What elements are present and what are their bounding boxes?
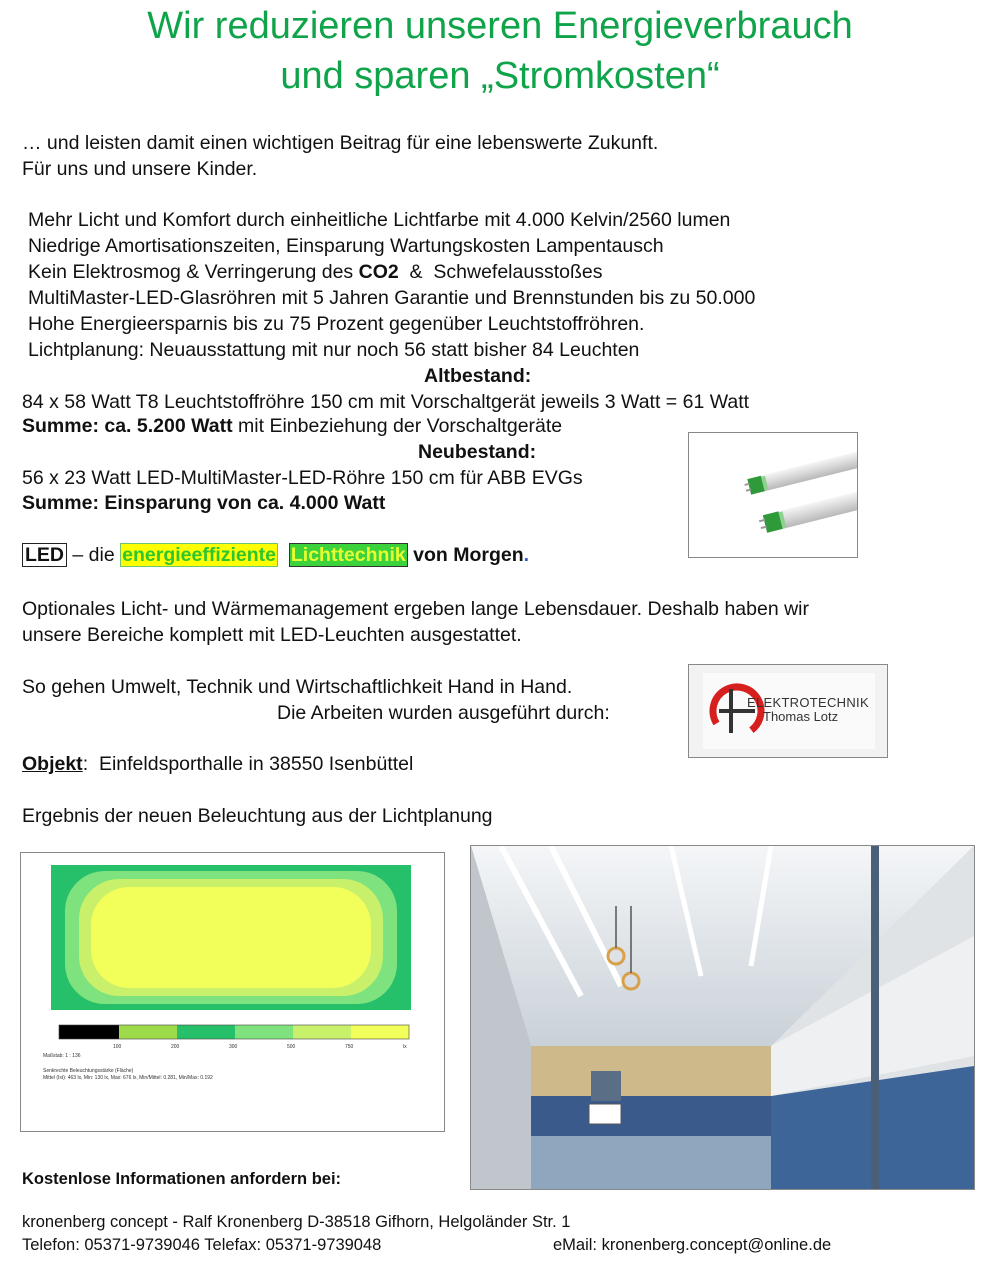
slogan-rest: von Morgen — [407, 544, 524, 566]
altbestand-sum — [22, 414, 562, 438]
altbestand-sum-bold: Summe: ca. 5.200 Watt — [22, 415, 233, 437]
benefit-5: Hohe Energieersparnis bis zu 75 Prozent gegenüber Leuchtstoffröhren. — [28, 313, 645, 335]
objekt-value: Einfeldsporthalle in 38550 Isenbüttel — [98, 753, 414, 775]
benefit-3 — [28, 260, 602, 284]
plan-caption1: Senkrechte Beleuchtungsstärke (Fläche) — [43, 1068, 134, 1074]
benefit-2: Niedrige Amortisationszeiten, Einsparung Wartungskosten Lampentausch — [28, 235, 664, 257]
company-logo — [688, 664, 888, 758]
scale-label-500: 500 — [287, 1044, 296, 1050]
gym-photo — [470, 845, 975, 1190]
highlight-energieeffiziente: energieeffiziente — [122, 544, 277, 566]
paragraph2-line1: So gehen Umwelt, Technik und Wirtschaftlichkeit Hand in Hand. — [22, 676, 573, 698]
neubestand-heading: Neubestand: — [418, 441, 537, 463]
slogan-dash: – die — [67, 544, 121, 566]
plan-massstab: Maßstab: 1 : 136 — [43, 1053, 81, 1059]
benefit-3-pre: Kein Elektrosmog & Verringerung des — [28, 261, 359, 283]
footer-phone: Telefon: 05371-9739046 Telefax: 05371-9739048 — [22, 1236, 382, 1254]
gym-hall-illustration — [471, 846, 974, 1189]
benefit-6: Lichtplanung: Neuausstattung mit nur noch 56 statt bisher 84 Leuchten — [28, 339, 640, 361]
intro-line1: … und leisten damit einen wichtigen Beitrag für eine lebenswerte Zukunft. — [22, 132, 659, 154]
lighting-plan — [20, 852, 445, 1132]
led-tube-image — [688, 432, 858, 558]
logo-line1: ELEKTROTECHNIK — [747, 695, 869, 710]
led-tube-illustration — [689, 433, 857, 557]
scale-label-300: 300 — [229, 1044, 238, 1050]
objekt-line — [22, 752, 413, 776]
illuminance-map — [21, 853, 444, 1131]
benefit-4: MultiMaster-LED-Glasröhren mit 5 Jahren Garantie und Brennstunden bis zu 50.000 — [28, 287, 756, 309]
co2-label: CO2 — [358, 261, 399, 283]
paragraph1-line2: unsere Bereiche komplett mit LED-Leuchten ausgestattet. — [22, 624, 522, 646]
intro-line2: Für uns und unsere Kinder. — [22, 158, 258, 180]
altbestand-sum-rest: mit Einbeziehung der Vorschaltgeräte — [232, 415, 563, 437]
altbestand-heading: Altbestand: — [424, 365, 532, 387]
neubestand-line: 56 x 23 Watt LED-MultiMaster-LED-Röhre 150 cm für ABB EVGs — [22, 467, 583, 489]
slogan-gap — [278, 544, 289, 566]
led-label: LED — [22, 543, 67, 567]
scale-label-100: 100 — [113, 1044, 122, 1050]
benefit-3-post: & Schwefelausstoßes — [398, 261, 603, 283]
objekt-colon: : — [82, 753, 89, 775]
scale-label-unit: lx — [403, 1044, 407, 1050]
result-text: Ergebnis der neuen Beleuchtung aus der Lichtplanung — [22, 805, 493, 827]
slogan-dot: . — [523, 544, 530, 566]
footer-address: kronenberg concept - Ralf Kronenberg D-38518 Gifhorn, Helgoländer Str. 1 — [22, 1213, 571, 1231]
paragraph1-line1: Optionales Licht- und Wärmemanagement ergeben lange Lebensdauer. Deshalb haben wir — [22, 598, 809, 620]
objekt-gap — [88, 753, 99, 775]
scale-label-750: 750 — [345, 1044, 354, 1050]
neubestand-sum: Summe: Einsparung von ca. 4.000 Watt — [22, 492, 386, 514]
benefit-1: Mehr Licht und Komfort durch einheitliche Lichtfarbe mit 4.000 Kelvin/2560 lumen — [28, 209, 731, 231]
paragraph2-line2: Die Arbeiten wurden ausgeführt durch: — [277, 702, 610, 724]
footer-heading: Kostenlose Informationen anfordern bei: — [22, 1170, 342, 1188]
altbestand-line: 84 x 58 Watt T8 Leuchtstoffröhre 150 cm mit Vorschaltgerät jeweils 3 Watt = 61 Watt — [22, 391, 750, 413]
logo-line2: Thomas Lotz — [763, 709, 839, 724]
page-title-line1: Wir reduzieren unseren Energieverbrauch — [147, 5, 853, 47]
scale-label-200: 200 — [171, 1044, 180, 1050]
plan-caption2: Mittel (Ist): 463 lx, Min: 130 lx, Max: 676 lx, Min/Mittel: 0.281, Min/Max: 0.192 — [43, 1075, 213, 1081]
page-title-line2: und sparen „Stromkosten“ — [280, 55, 720, 97]
highlight-lichttechnik: Lichttechnik — [290, 544, 406, 566]
objekt-label: Objekt — [22, 753, 83, 775]
footer-email[interactable]: eMail: kronenberg.concept@online.de — [553, 1236, 832, 1254]
slogan — [22, 543, 529, 567]
